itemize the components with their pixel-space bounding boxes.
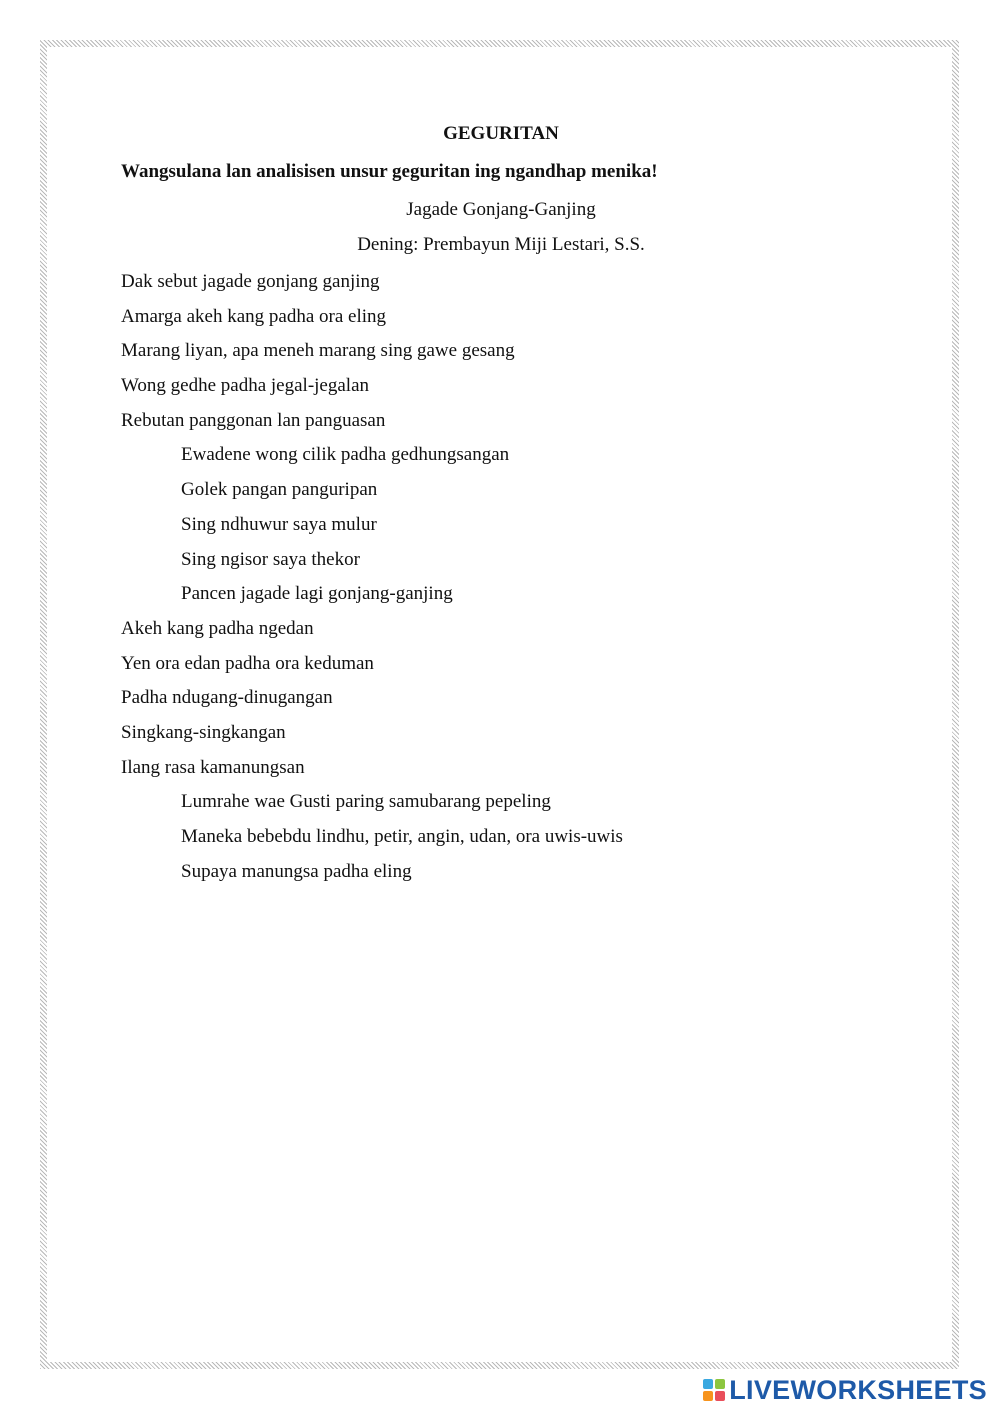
poem-line: Sing ndhuwur saya mulur — [181, 513, 377, 535]
poem-line: Golek pangan panguripan — [181, 479, 378, 501]
brand-text: LIVEWORKSHEETS — [729, 1374, 987, 1405]
poem-line: Supaya manungsa padha eling — [181, 860, 412, 882]
poem-line: Marang liyan, apa meneh marang sing gawe gesang — [121, 340, 515, 362]
poem-title: Jagade Gonjang-Ganjing — [406, 199, 596, 220]
poem-line: Dak sebut jagade gonjang ganjing — [121, 271, 380, 292]
instruction-text: Wangsulana lan analisisen unsur geguritan ing ngandhap menika! — [121, 161, 658, 182]
poem-line: Ilang rasa kamanungsan — [121, 756, 305, 778]
poem-author: Dening: Prembayun Miji Lestari, S.S. — [357, 234, 645, 255]
poem-line: Ewadene wong cilik padha gedhungsangan — [181, 444, 510, 466]
poem-line: Wong gedhe padha jegal-jegalan — [121, 375, 370, 397]
poem-line: Rebutan panggonan lan panguasan — [121, 409, 386, 431]
worksheet-title: GEGURITAN — [443, 123, 559, 144]
poem-line: Padha ndugang-dinugangan — [121, 687, 333, 709]
poem-line: Sing ngisor saya thekor — [181, 548, 360, 570]
poem-line: Yen ora edan padha ora keduman — [121, 652, 374, 674]
poem-body — [121, 265, 881, 889]
poem-line: Singkang-singkangan — [121, 721, 286, 743]
poem-line: Maneka bebebdu lindhu, petir, angin, udan, ora uwis-uwis — [181, 826, 623, 847]
poem-line: Pancen jagade lagi gonjang-ganjing — [181, 583, 453, 605]
poem-line: Lumrahe wae Gusti paring samubarang pepeling — [181, 791, 551, 813]
poem-line: Akeh kang padha ngedan — [121, 617, 314, 639]
worksheet-content — [121, 120, 881, 889]
liveworksheets-logo-icon — [703, 1379, 725, 1401]
liveworksheets-logo — [703, 1375, 987, 1405]
poem-line: Amarga akeh kang padha ora eling — [121, 305, 387, 327]
